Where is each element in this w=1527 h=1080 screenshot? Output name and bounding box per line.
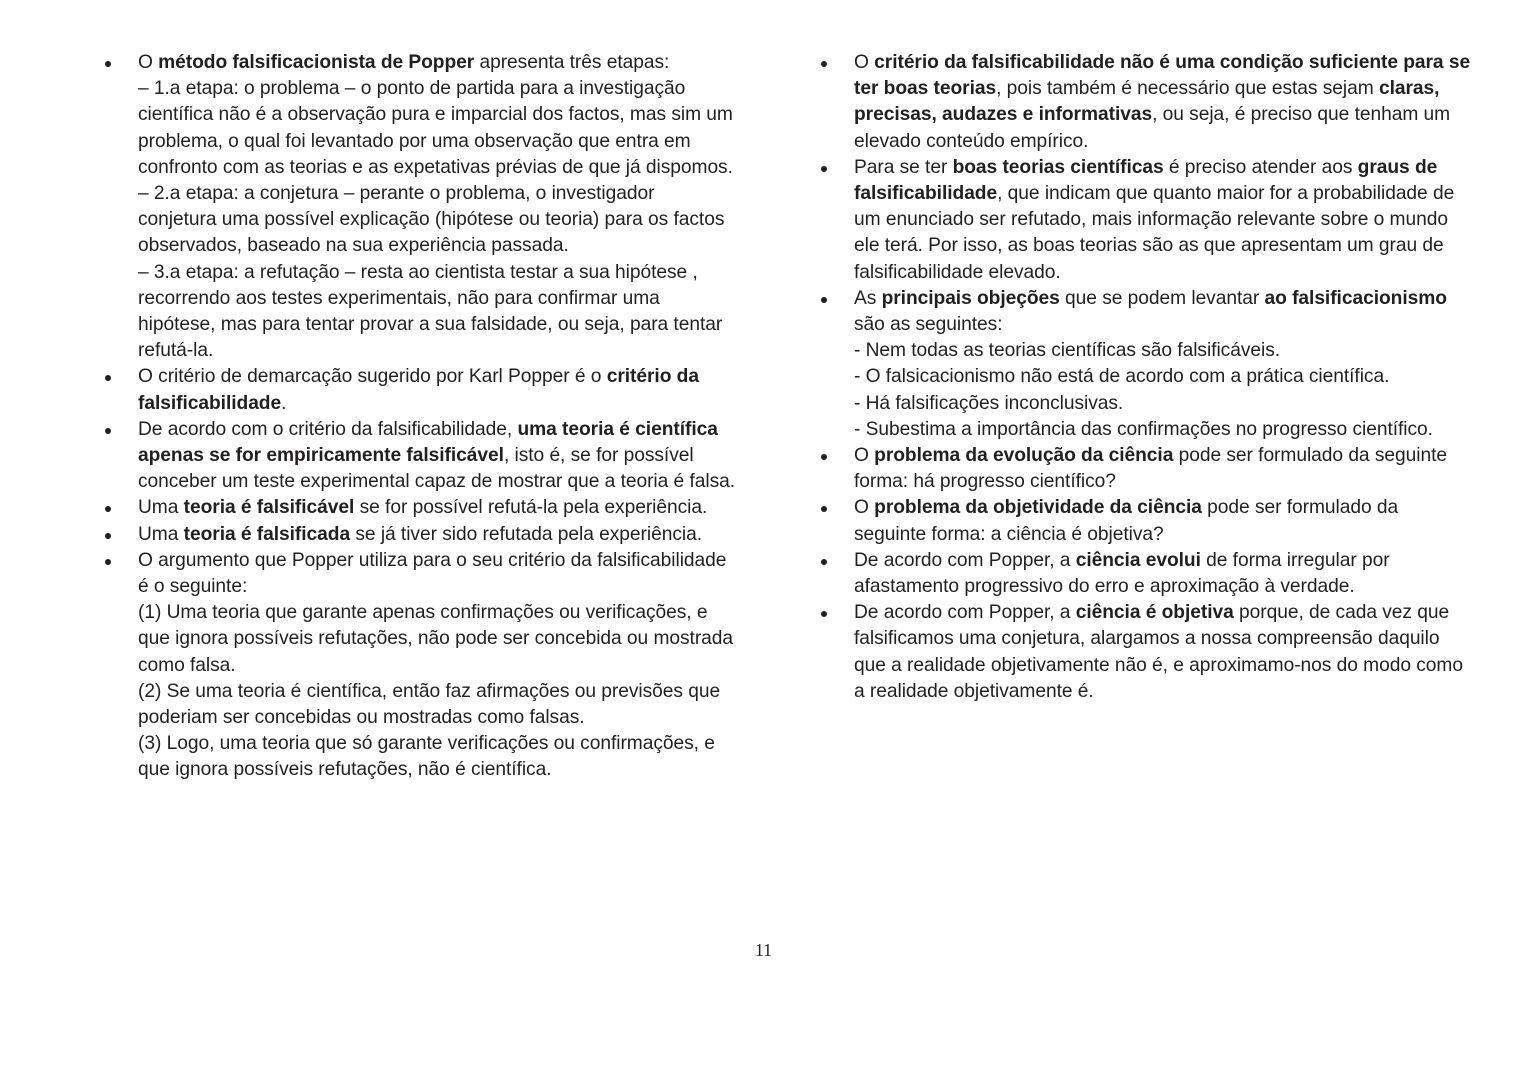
bold-phrase: ao falsificacionismo: [1264, 287, 1447, 309]
text-run: O argumento que Popper utiliza para o seu critério da falsificabilidade é o seguinte:: [138, 549, 727, 598]
right-column: [811, 50, 1471, 705]
list-item: [95, 548, 735, 784]
bullet-text: [854, 288, 1447, 335]
sub-line: [854, 364, 1471, 390]
text-run: é preciso atender aos: [1163, 156, 1358, 178]
text-run: se já tiver sido refutada pela experiência.: [350, 523, 703, 545]
text-run: , pois também é necessário que estas sejam: [996, 78, 1379, 100]
text-run: que se podem levantar: [1059, 287, 1265, 309]
text-run: são as seguintes:: [854, 314, 1003, 336]
bold-phrase: critério da falsificabilidade: [138, 366, 699, 414]
bullet-text: [854, 602, 1463, 702]
page-number: 11: [754, 940, 773, 960]
bold-phrase: ciência evolui: [1075, 549, 1201, 571]
text-run: (1) Uma teoria que garante apenas confirmações ou verificações, e que ignora possíveis refutações, não pode ser concebida ou mostrada como falsa.: [138, 602, 734, 676]
sub-line: [138, 260, 735, 365]
text-run: O: [854, 445, 875, 467]
bold-phrase: principais objeções: [881, 287, 1060, 309]
list-item: [95, 364, 735, 416]
right-column-bullet-list: [811, 50, 1471, 705]
bold-phrase: ciência é objetiva: [1075, 602, 1234, 624]
bullet-text: [138, 366, 699, 413]
bullet-text: [138, 419, 735, 492]
text-run: - Nem todas as teorias científicas são falsificáveis.: [854, 340, 1281, 362]
list-item: [95, 522, 735, 548]
text-run: , ou seja, é preciso que tenham um elevado conteúdo empírico.: [854, 104, 1451, 152]
left-column-bullet-list: [95, 50, 735, 784]
left-column: [95, 50, 735, 784]
text-run: (2) Se uma teoria é científica, então faz afirmações ou previsões que poderiam ser concebidas ou mostradas como falsas.: [138, 680, 721, 729]
text-run: de forma irregular por afastamento progressivo do erro e aproximação à verdade.: [854, 549, 1390, 598]
text-run: O: [138, 52, 159, 73]
bold-phrase: boas teorias científicas: [952, 156, 1164, 178]
sub-line: [138, 181, 735, 260]
bold-phrase: problema da objetividade da ciência: [874, 497, 1202, 519]
text-run: De acordo com o critério da falsificabilidade,: [138, 418, 518, 440]
sub-line: [138, 679, 735, 731]
bullet-text: [854, 52, 1470, 152]
list-item: [811, 286, 1471, 443]
list-item: [811, 495, 1471, 547]
bold-phrase: teoria é falsificável: [183, 497, 355, 519]
text-run: , isto é, se for possível conceber um teste experimental capaz de mostrar que a teoria é falsa.: [138, 445, 736, 493]
text-run: Uma: [138, 497, 184, 519]
list-item: [811, 548, 1471, 600]
text-run: As: [854, 287, 882, 309]
list-item: [95, 50, 735, 364]
bold-phrase: problema da evolução da ciência: [874, 445, 1174, 467]
text-run: , que indicam que quanto maior for a probabilidade de um enunciado ser refutado, mais informação relevante sobre o mundo ele terá. Por isso, as boas teorias são as que apresentam um grau de falsificabilidade elevado.: [854, 183, 1455, 283]
bold-phrase: uma teoria é científica apenas se for empiricamente falsificável: [138, 418, 718, 467]
bold-phrase: método falsificacionista de Popper: [158, 52, 475, 73]
sub-line: [854, 391, 1471, 417]
sub-line: [138, 600, 735, 679]
text-run: porque, de cada vez que falsificamos uma conjetura, alargamos a nossa compreensão daquilo que a realidade objetivamente não é, e aproximamo-nos do modo como a realidade objetivamente é.: [854, 602, 1463, 702]
list-item: [811, 443, 1471, 495]
text-run: - Subestima a importância das confirmações no progresso científico.: [854, 418, 1433, 440]
list-item: [95, 417, 735, 496]
list-item: [95, 495, 735, 521]
sub-line: [854, 338, 1471, 364]
text-run: - Há falsificações inconclusivas.: [854, 392, 1124, 414]
text-run: De acordo com Popper, a: [854, 549, 1076, 571]
bullet-text: [138, 52, 669, 73]
text-run: - O falsicacionismo não está de acordo com a prática científica.: [854, 366, 1390, 388]
bold-phrase: critério da falsificabilidade não é uma condição suficiente para se ter boas teorias: [854, 52, 1471, 100]
two-column-body: [0, 50, 1527, 784]
text-run: (3) Logo, uma teoria que só garante verificações ou confirmações, e que ignora possíveis refutações, não é científica.: [138, 733, 715, 781]
bullet-text: [138, 550, 726, 597]
bullet-text: [854, 157, 1454, 283]
sub-line: [138, 76, 735, 181]
bold-phrase: teoria é falsificada: [183, 523, 351, 545]
text-run: pode ser formulado da seguinte forma: há progresso científico?: [854, 445, 1447, 493]
bullet-text: [854, 497, 1398, 544]
bullet-text: [854, 550, 1390, 597]
text-run: O critério de demarcação sugerido por Karl Popper é o: [138, 366, 607, 388]
text-run: se for possível refutá-la pela experiência.: [354, 497, 708, 519]
text-run: apresenta três etapas:: [474, 52, 670, 73]
text-run: Para se ter: [854, 156, 953, 178]
bold-phrase: graus de falsificabilidade: [854, 156, 1438, 205]
list-item: [811, 600, 1471, 705]
sub-line: [138, 731, 735, 783]
text-run: .: [281, 392, 287, 414]
bullet-text: [138, 497, 707, 518]
text-run: – 3.a etapa: a refutação – resta ao cientista testar a sua hipótese , recorrendo aos testes experimentais, não para confirmar uma hipótese, mas para tentar provar a sua falsidade, ou seja, para tentar refutá-la.: [138, 261, 723, 362]
bullet-text: [854, 445, 1447, 492]
list-item: [811, 155, 1471, 286]
text-run: O: [854, 52, 875, 73]
text-run: O: [854, 497, 875, 519]
text-run: – 2.a etapa: a conjetura – perante o problema, o investigador conjetura uma possível explicação (hipótese ou teoria) para os factos observados, baseado na sua experiência passada.: [138, 183, 725, 257]
text-run: De acordo com Popper, a: [854, 602, 1076, 624]
sub-line: [854, 417, 1471, 443]
list-item: [811, 50, 1471, 155]
text-run: – 1.a etapa: o problema – o ponto de partida para a investigação científica não é a observação pura e imparcial dos factos, mas sim um problema, o qual foi levantado por uma observação que entra em confronto com as teorias e as expetativas prévias de que já dispomos.: [138, 78, 733, 178]
bold-phrase: claras, precisas, audazes e informativas: [854, 78, 1440, 126]
bullet-text: [138, 524, 702, 545]
text-run: pode ser formulado da seguinte forma: a ciência é objetiva?: [854, 497, 1399, 545]
text-run: Uma: [138, 523, 184, 545]
